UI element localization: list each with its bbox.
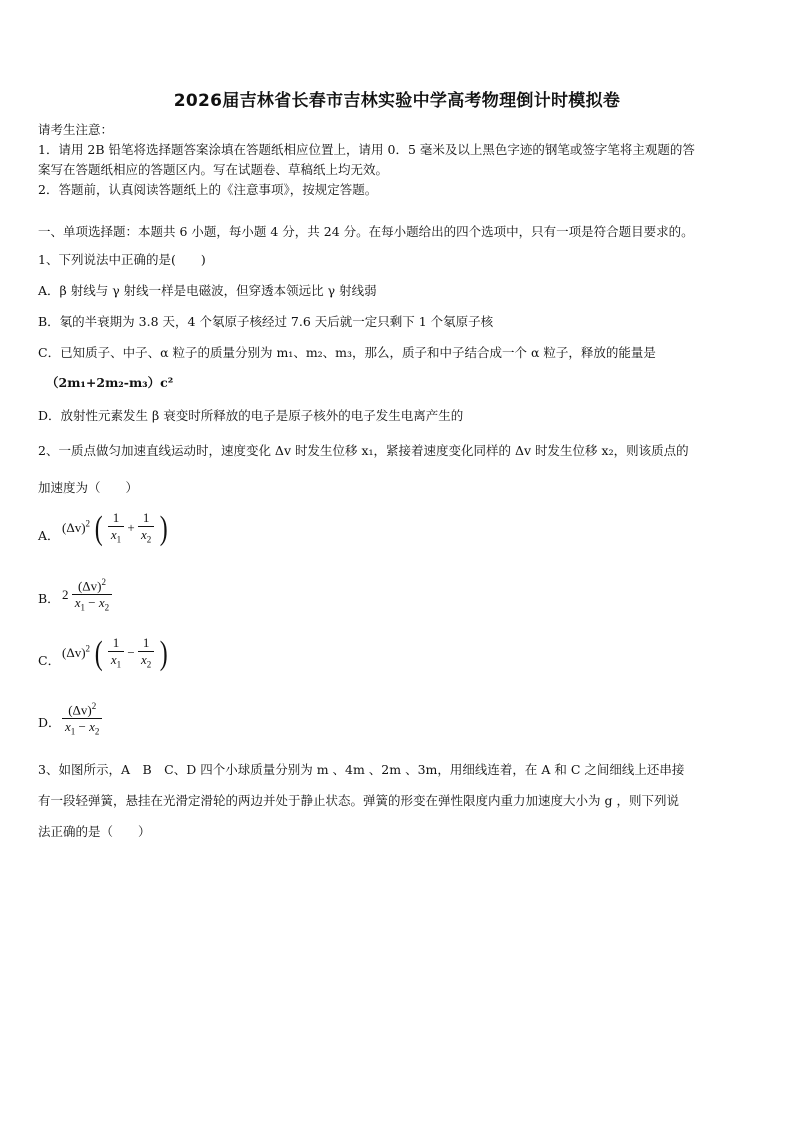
q2-stem-1: 2、一质点做匀加速直线运动时，速度变化 Δv 时发生位移 x₁，紧接着速度变化同样的 Δv 时发生位移 x₂，则该质点的 — [38, 443, 689, 458]
q1-stem: 1、下列说法中正确的是( ) — [38, 252, 206, 267]
q2-option-a-label: A． — [38, 528, 60, 543]
q2-option-c-formula: $(\Delta v)^2$ ( $\frac{1}{x_1}$ − $\frac{1}{x_2}$ ) — [62, 634, 168, 672]
q2-option-a-formula: $(\Delta v)^2$ ( $\frac{1}{x_1}$ + $\frac{1}{x_2}$ ) — [62, 509, 168, 547]
q1-option-c: C．已知质子、中子、α 粒子的质量分别为 m₁、m₂、m₃，那么，质子和中子结合成一个 α 粒子，释放的能量是 — [38, 345, 656, 360]
notice-item-2: 2．答题前，认真阅读答题纸上的《注意事项》，按规定答题。 — [38, 182, 378, 197]
q1-option-c-formula: （2m₁+2m₂-m₃）c² — [46, 375, 174, 390]
q2-stem-2: 加速度为（ ） — [38, 480, 139, 495]
q1-option-b: B．氡的半衰期为 3.8 天，4 个氡原子核经过 7.6 天后就一定只剩下 1 个氡原子核 — [38, 314, 494, 329]
q3-stem-2: 有一段轻弹簧，悬挂在光滑定滑轮的两边并处于静止状态。弹簧的形变在弹性限度内重力加速度大小为 g ，则下列说 — [38, 793, 679, 808]
q1-option-a: A．β 射线与 γ 射线一样是电磁波，但穿透本领远比 γ 射线弱 — [38, 283, 377, 298]
q2-option-b-formula: 2 $\frac{(\Delta v)^2}{x_1 - x_2}$ — [62, 574, 112, 616]
notice-item-1b: 案写在答题纸相应的答题区内。写在试题卷、草稿纸上均无效。 — [38, 162, 389, 177]
q2-option-d-label: D． — [38, 715, 61, 730]
q2-option-d-formula: $\frac{(\Delta v)^2}{x_1 - x_2}$ — [62, 698, 102, 740]
q3-stem-1: 3、如图所示，A B C、D 四个小球质量分别为 m 、4m 、2m 、3m，用细线连着，在 A 和 C 之间细线上还串接 — [38, 762, 685, 777]
q1-option-d: D．放射性元素发生 β 衰变时所释放的电子是原子核外的电子发生电离产生的 — [38, 408, 464, 423]
section-heading: 一、单项选择题：本题共 6 小题，每小题 4 分，共 24 分。在每小题给出的四个选项中，只有一项是符合题目要求的。 — [38, 224, 694, 239]
q2-option-b-label: B． — [38, 591, 60, 606]
q2-option-c-label: C． — [38, 653, 61, 668]
notice-heading: 请考生注意： — [38, 122, 114, 137]
notice-item-1a: 1．请用 2B 铅笔将选择题答案涂填在答题纸相应位置上，请用 0．5 毫米及以上黑色字迹的钢笔或签字笔将主观题的答 — [38, 142, 695, 157]
q3-stem-3: 法正确的是（ ） — [38, 824, 151, 839]
page-title: 2026届吉林省长春市吉林实验中学高考物理倒计时模拟卷 — [173, 91, 621, 111]
